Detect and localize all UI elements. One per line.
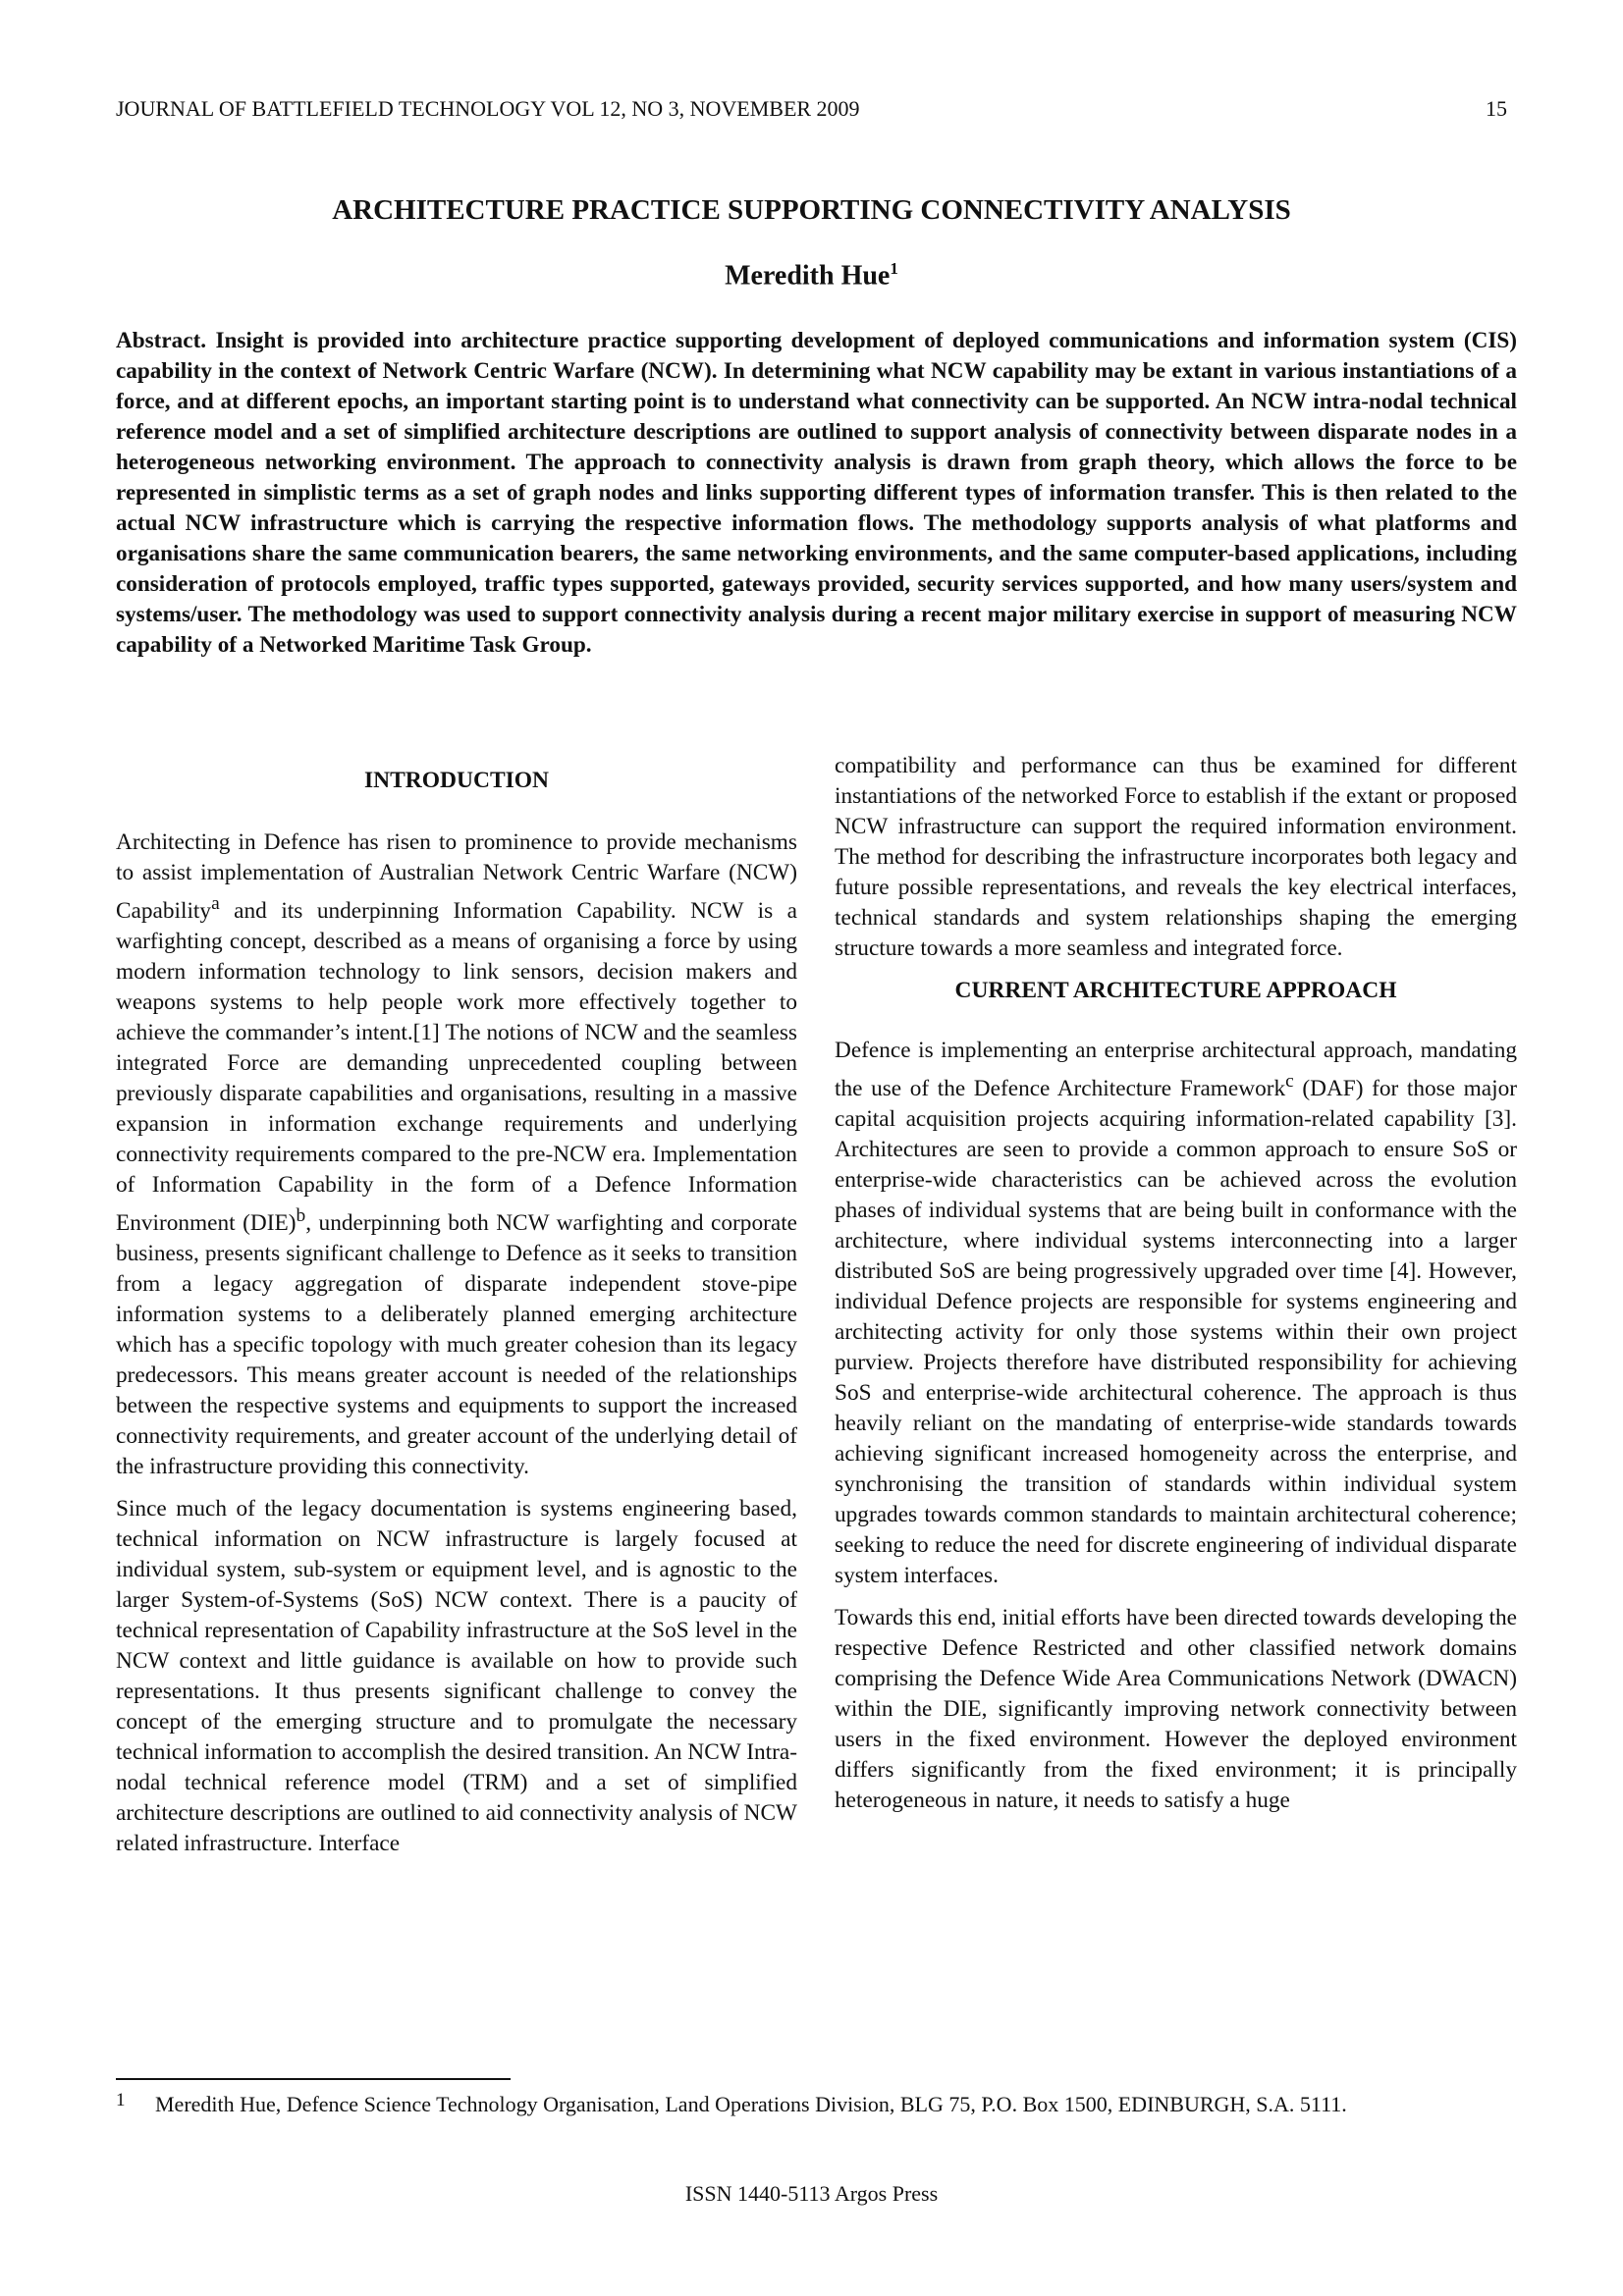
paper-title: ARCHITECTURE PRACTICE SUPPORTING CONNECTIVITY ANALYSIS (332, 194, 1291, 226)
approach-paragraph-2: Towards this end, initial efforts have been directed towards developing the respective Defence Restricted and other classified network domains comprising the Defence Wide Area Communications Network (DWACN) within the DIE, significantly improving network connectivity between users in the fixed environment. However the deployed environment differs significantly from the fixed environment; it is principally heterogeneous in nature, it needs to satisfy a huge (835, 1604, 1517, 1813)
page-footer: ISSN 1440-5113 Argos Press (684, 2181, 939, 2206)
intro-paragraph-2: Since much of the legacy documentation is systems engineering based, technical information on NCW infrastructure is largely focused at individual system, sub-system or equipment level, and is agnostic to the larger System-of-Systems (SoS) NCW context. There is a paucity of technical representation of Capability infrastructure at the SoS level in the NCW context and little guidance is available on how to provide such representations. It thus presents significant challenge to convey the concept of the emerging structure and to promulgate the necessary technical information to accomplish the desired transition. An NCW Intra-nodal technical reference model (TRM) and a set of simplified architecture descriptions are outlined to aid connectivity analysis of NCW related infrastructure. Interface (116, 1495, 797, 1856)
intro-paragraph-1 (116, 828, 797, 1482)
page-number: 15 (1486, 96, 1507, 121)
text: , underpinning both NCW warfighting and corporate business, presents significant challenge to Defence as it seeks to transition from a legacy aggregation of disparate independent stove-pipe information systems to a deliberately planned emerging architecture which has a specific topology with much greater cohesion than its legacy predecessors. This means greater account is needed of the relationships between the respective systems and equipments to support the increased connectivity requirements, and greater account of the underlying detail of the infrastructure providing this connectivity. (116, 1209, 798, 1479)
author-name: Meredith Hue (725, 260, 891, 292)
footnote (116, 2089, 1510, 2119)
abstract: Abstract. Insight is provided into architecture practice supporting development of deployed communications and information system (CIS) capability in the context of Network Centric Warfare (NCW). In determining what NCW capability may be extant in various instantiations of a force, and at different epochs, an important starting point is to understand what connectivity can be supported. An NCW intra-nodal technical reference model and a set of simplified architecture descriptions are outlined to support analysis of connectivity between disparate nodes in a heterogeneous networking environment. The approach to connectivity analysis is drawn from graph theory, which allows the force to be represented in simplistic terms as a set of graph nodes and links supporting different types of information transfer. This is then related to the actual NCW infrastructure which is carrying the respective information flows. The methodology supports analysis of what platforms and organisations share the same communication bearers, the same networking environments, and the same computer-based applications, including consideration of protocols employed, traffic types supported, gateways provided, security services supported, and how many users/system and systems/user. The methodology was used to support connectivity analysis during a recent major military exercise in support of measuring NCW capability of a Networked Maritime Task Group. (116, 328, 1517, 658)
endnote-mark: a (211, 893, 220, 914)
footnote-text: Meredith Hue, Defence Science Technology Organisation, Land Operations Division, BLG 75, P.O. Box 1500, EDINBURGH, S.A. 5111. (155, 2092, 1347, 2116)
footnote-number: 1 (116, 2090, 126, 2110)
right-column (835, 751, 1517, 1828)
journal-title: JOURNAL OF BATTLEFIELD TECHNOLOGY VOL 12, NO 3, NOVEMBER 2009 (116, 96, 860, 121)
endnote-mark: b (296, 1204, 306, 1226)
author-line (0, 259, 1623, 292)
left-column (116, 766, 797, 1871)
footnote-divider (116, 2078, 511, 2080)
current-approach-heading: CURRENT ARCHITECTURE APPROACH (954, 978, 1397, 1003)
text: and its underpinning Information Capability. NCW is a warfighting concept, described as a means of organising a force by using modern information technology to link sensors, decision makers and weapons systems to help people work more effectively together to achieve the commander’s intent.[1] The notions of NCW and the seamless integrated Force are demanding unprecedented coupling between previously disparate capabilities and organisations, resulting in a massive expansion in information exchange requirements and underlying connectivity requirements compared to the pre-NCW era. Implementation of Information Capability in the form of a Defence Information Environment (DIE) (116, 897, 797, 1236)
running-header (116, 96, 1507, 122)
introduction-heading: INTRODUCTION (363, 768, 550, 793)
author-footnote-mark: 1 (890, 259, 898, 278)
text: Architecting in Defence has risen to prominence to provide mechanisms to assist implementation of Australian Network Centric Warfare (NCW) Capability (116, 829, 797, 924)
text: (DAF) for those major capital acquisition projects acquiring information-related capability [3]. Architectures are seen to provide a common approach to ensure SoS or enterprise-wide characteristics can be achieved across the evolution phases of individual systems that are being built in conformance with the architecture, where individual systems interconnecting into a larger distributed SoS are being progressively upgraded over time [4]. However, individual Defence projects are responsible for systems engineering and architecting activity for only those systems within their own project purview. Projects therefore have distributed responsibility for achieving SoS and enterprise-wide architectural coherence. The approach is thus heavily reliant on the mandating of enterprise-wide standards towards achieving significant increased homogeneity across the enterprise, and synchronising the transition of standards within individual system upgrades towards common standards to maintain architectural coherence; seeking to reduce the need for discrete engineering of individual disparate system interfaces. (835, 1075, 1517, 1588)
endnote-mark: c (1285, 1071, 1294, 1092)
intro-paragraph-3: compatibility and performance can thus be examined for different instantiations of the networked Force to establish if the extant or proposed NCW infrastructure can support the required information environment. The method for describing the infrastructure incorporates both legacy and future possible representations, and reveals the key electrical interfaces, technical standards and system relationships shaping the emerging structure towards a more seamless and integrated force. (835, 753, 1517, 961)
approach-paragraph-1 (835, 1036, 1517, 1591)
text: Defence is implementing an enterprise architectural approach, mandating the use of the Defence Architecture Framework (835, 1038, 1517, 1101)
